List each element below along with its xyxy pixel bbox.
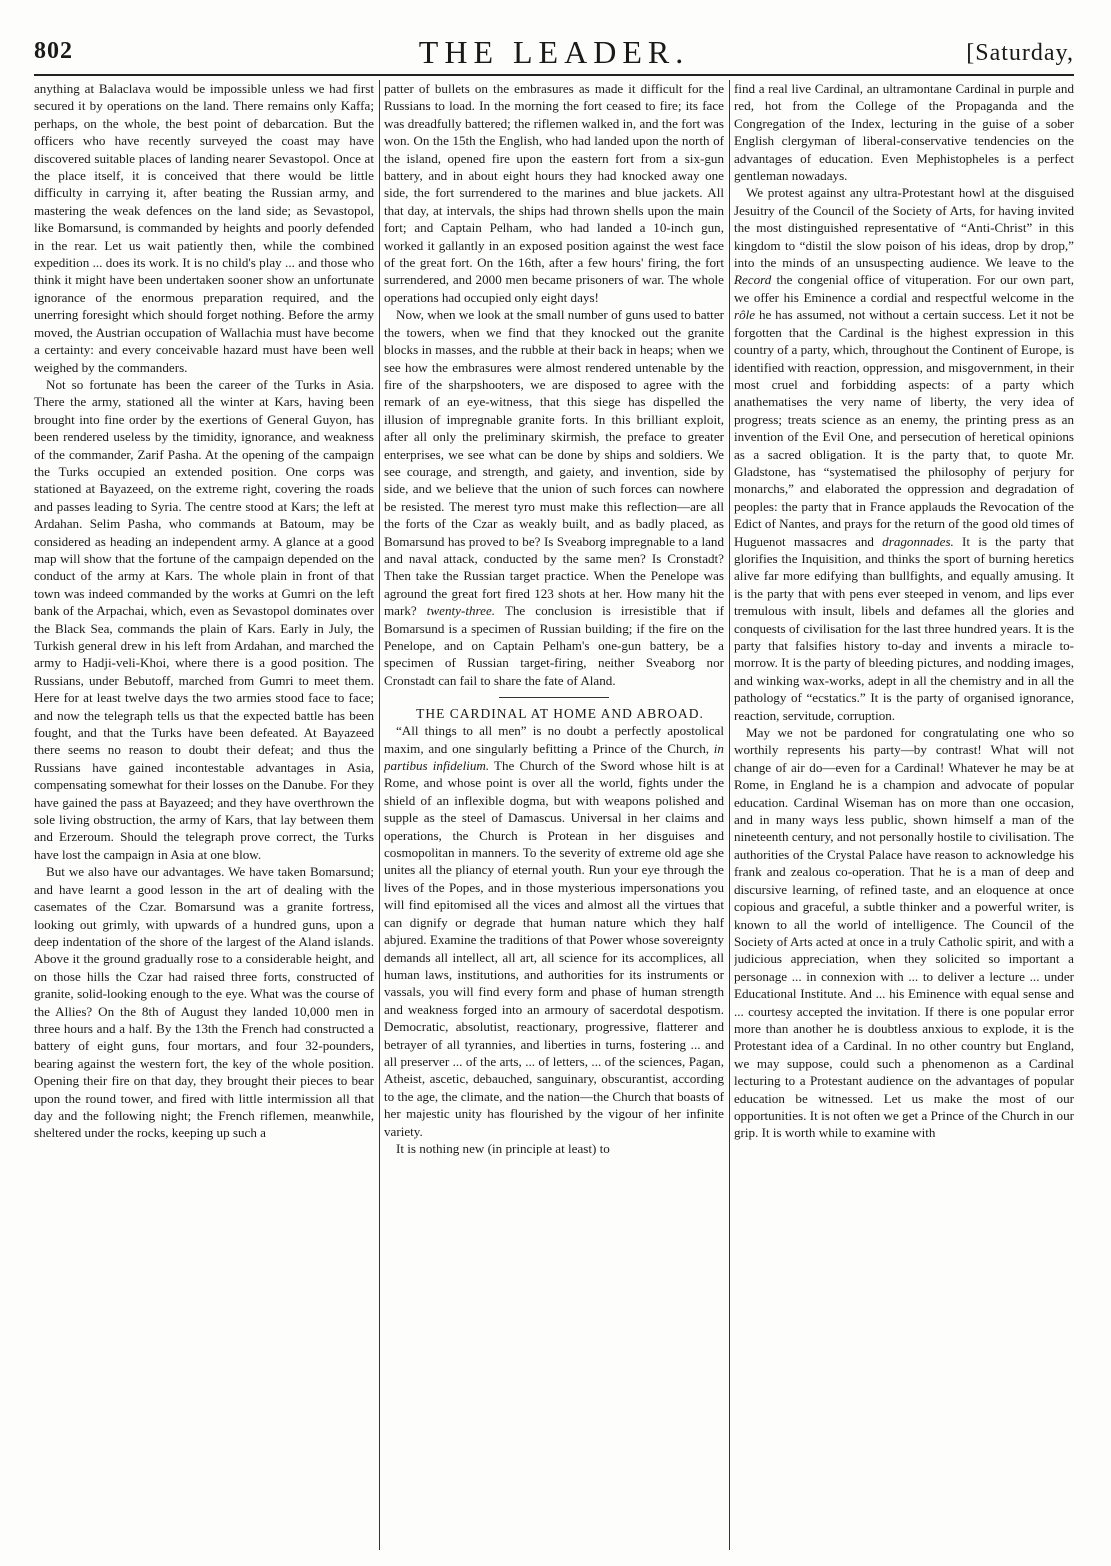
- emphasis: dragonnades.: [882, 533, 954, 549]
- column-divider: [729, 80, 730, 1550]
- paragraph: It is nothing new (in principle at least) to: [396, 1140, 610, 1156]
- text-run: he has assumed, not without a certain success. Let it not be forgotten that the Cardinal is the highest expression in this country of a party, which, throughout the Continent of Europe, is identified with reaction, oppression, and misgovernment, in their most cruel and forbidding aspects: of a party which anathematises the very name of liberty, the very idea of progress; treats science as an enemy, the printing press as an invention of the Evil One, and persecution of heretical opinions as a sacred obligation. It is the party that, to quote Mr. Gladstone, has “systematised the philosophy of perjury for monarchs,” and elaborated the oppression and degradation of peoples: the party that in France applauds the Revocation of the Edict of Nantes, and prays for the return of the good old times of Huguenot massacres and: [734, 307, 1074, 549]
- masthead-title: THE LEADER.: [418, 34, 690, 70]
- paragraph: anything at Balaclava would be impossible unless we had first secured it by operations on the land. There remains only Kaffa; perhaps, on the whole, the best point of debarcation. But the officers who have recently surveyed the coast may have discovered suitable places of landing nearer Sevastopol. Once at the place itself, it is conceived that there would be little difficulty in carrying it, after beating the Russian army, and mastering the weak defences on the land side; as Sevastopol, like Bomarsund, is commanded by heights and poorly defended in the rear. Let us wait patiently then, while the combined expedition ... does its work. It is no child's play ... and those who think it might have been undertaken sooner show an unfortunate ignorance of the enormous preparation required, and the unerring foresight which should forget nothing. Before the army moved, the Austrian occupation of Wallachia must have become a certainty: and every conceivable hazard must have been well weighed by the commanders.: [34, 81, 374, 375]
- paragraph: patter of bullets on the embrasures as made it difficult for the Russians to load. In the morning the fort ceased to fire; its face was dreadfully battered; the riflemen walked in, and the fort was won. On the 15th the English, who had landed upon the north of the island, opened fire upon the eastern fort from a six-gun battery, and in about eight hours they had knocked away one side, the fort surrendered to the marines and blue jackets. All that day, at intervals, the ships had thrown shells upon the main fort; and Captain Pelham, who had landed a 10-inch gun, worked it gallantly in an exposed position against the west face of the great fort. On the 16th, after a few hours' firing, the fort surrendered, and 2000 men became prisoners of war. The whole operations had occupied only eight days!: [384, 81, 724, 305]
- emphasis: twenty-three.: [426, 603, 496, 619]
- text-run: Now, when we look at the small number of guns used to batter the towers, when we find that they knocked out the granite blocks in masses, and the rubble at their back in heaps; when we see how the embrasures were almost rendered untenable by the fire of the sharpshooters, we are disposed to agree with the remark of an eye-witness, that this siege has dispelled the illusion of impregnable granite forts. In this brilliant exploit, after all only the preliminary skirmish, the preface to greater enterprises, we see what can be done by ships and soldiers. We see courage, and strength, and gaiety, and invention, side by side, and we believe that the union of such forces can nowhere be resisted. The merest tyro must make this reflection—are all the forts of the Czar as weakly built, and as badly placed, as Bomarsund has proved to be? Is Sveaborg impregnable to a land and naval attack, conducted by the same men? Is Cronstadt? Then take the Russian target practice. When the Penelope was aground the great fort fired 123 shots at her. How many hit the mark?: [384, 307, 724, 619]
- text-run: We protest against any ultra-Protestant howl at the disguised Jesuitry of the Council of the Society of Arts, for having invited the most distinguished representative of “Anti-Christ” in this kingdom to “distil the slow poison of his ideas, drop by drop,” into the minds of an unsuspecting audience. We leave to the: [734, 185, 1074, 271]
- page-number: 802: [34, 38, 73, 64]
- text-run: It is the party that glorifies the Inquisition, and thinks the sport of burning heretics alive far more edifying than bullfights, and equally amusing. It is the party that with pens ever steeped in venom, and lips ever tremulous with insult, libels and defames all the glories and conquests of civilisation for the last three hundred years. It is the party that falsifies history to-day and invents a miracle to-morrow. It is the party of bleeding pictures, and nodding images, and winking wax-works, adept in all the chemistry and in all the pathology of “ecstatics.” It is the party of organised ignorance, reaction, servitude, corruption.: [734, 533, 1074, 723]
- dateline: [Saturday,: [966, 40, 1074, 66]
- paragraph: [734, 184, 1074, 724]
- page-header: [34, 34, 1074, 70]
- emphasis: Record: [734, 272, 772, 288]
- paragraph: find a real live Cardinal, an ultramontane Cardinal in purple and red, hot from the College of the Propaganda and the Congregation of the Index, lecturing in the guise of a sober English clergyman of liberal-conservative tendencies on the advantages of education. Even Mephistopheles is a perfect gentleman nowadays.: [734, 81, 1074, 184]
- text-run: The Church of the Sword whose hilt is at Rome, and whose point is over all the world, fights under the shield of an inflexible dogma, but with weapons polished and supple as the steel of Damascus. Universal in her claims and operations, the Church is Protean in her disguises and cosmopolitan in manners. To the severity of extreme old age she unites all the pliancy of eternal youth. Run your eye through the lives of the Popes, and in those mysterious impersonations you will find epitomised all the vices and almost all the virtues that can dignify or degrade that human nature which they half abjured. Examine the traditions of that Power whose sovereignty demands all intellect, all art, all science for its accomplices, all human laws, institutions, and authorities for its instruments or vassals, you will find every form and phase of human strength and weakness forged into an armoury of sacerdotal despotism. Democratic, absolutist, reactionary, progressive, flatterer and betrayer of all tyrannies, and liberties in turns, fostering ... and all preserver ... of the arts, ... of letters, ... of the sciences, Pagan, Atheist, ascetic, debauched, sanguinary, obscurantist, according to the age, the climate, and the nation—the Church that boasts of her majestic unity has flourished by the vigour of her infinite variety.: [384, 758, 724, 1139]
- column-3: [734, 80, 1074, 1550]
- paragraph: Not so fortunate has been the career of the Turks in Asia. There the army, stationed all the winter at Kars, having been brought into fine order by the exertions of General Guyon, has been rendered useless by the timidity, ignorance, and weakness of the commander, Zarif Pasha. At the opening of the campaign the Turks occupied an extended position. One corps was stationed at Bayazeed, on the extreme right, covering the roads and passes leading to Syria. The centre stood at Kars; the left at Ardahan. Selim Pasha, who commands at Batoum, may be considered as heading an independent army. A glance at a good map will show that the fortune of the campaign depended on the conduct of the army at Kars. The whole plain in front of that town was indeed commanded by the works at Gumri on the left bank of the Arpachai, which, even as Sevastopol dominates over the Black Sea, commands the plain of Kars. Early in July, the Turkish general drew in his left from Ardahan, and marched the army to Hadji-veli-Khoi, where there is a good position. The Russians, under Bebutoff, marched from Gumri to meet them. Here for at least twelve days the two armies stood face to face; and now the telegraph tells us that the expected battle has been fought, and that the Turks have been defeated. At Bayazeed there seems no reason to doubt their defeat; and thus the Russians have gained incontestable advantages in Asia, compensating somewhat for their losses on the Danube. For they have gained the pass at Bayazeed; and they have overthrown the sole living obstruction, the army of Kars, that lay between them and Erzeroum. Should the telegraph prove correct, the Turks have lost the campaign in Asia at one blow.: [34, 376, 374, 862]
- section-divider: [499, 697, 609, 698]
- paragraph: But we also have our advantages. We have taken Bomarsund; and have learnt a good lesson in the art of dealing with the casemates of the Czar. Bomarsund was a granite fortress, looking out grimly, with upwards of a hundred guns, upon a deep indentation of the shore of the largest of the Aland islands. Above it the ground gradually rose to a considerable height, and on those hills the Czar had raised three forts, constructed of granite, solid-looking enough to the eye. What was the course of the Allies? On the 8th of August they landed 10,000 men in three hours and a half. By the 13th the French had constructed a battery of eight guns, four mortars, and four 32-pounders, bearing against the western fort, the key of the whole position. Opening their fire on that day, they brought their pieces to bear upon the round tower, and fired with little intermission all that day and the following night; the French riflemen, meanwhile, sheltered under the rocks, keeping up such a: [34, 864, 374, 1141]
- column-2: [384, 80, 724, 1550]
- header-rule: [34, 74, 1074, 76]
- emphasis: rôle: [734, 307, 756, 323]
- column-1: [34, 80, 374, 1550]
- emphasis: in partibus infidelium.: [384, 740, 724, 774]
- column-divider: [379, 80, 380, 1550]
- paragraph: May we not be pardoned for congratulating one who so worthily represents his party—by contrast! What will not change of air do—even for a Cardinal! Whatever he may be at Rome, in England he is a champion and advocate of popular education. Cardinal Wiseman has on more than one occasion, and in many ways less public, shown himself a man of the nineteenth century, and not personally hostile to civilisation. The authorities of the Crystal Palace have reason to acknowledge his frank and zealous co-operation. That he is a man of deep and discursive learning, of refined taste, and an eloquence at once copious and graceful, a subtle thinker and a powerful writer, is known to all the world of intelligence. The Council of the Society of Arts acted at once in a truly Catholic spirit, and with a judicious appreciation, when they solicited so important a personage ... in connexion with ... to deliver a lecture ... under Educational Institute. And ... his Eminence with equal sense and ... courtesy accepted the invitation. If there is one popular error more than another he is doubtless anxious to explode, it is the Protestant idea of a Cardinal. In no other country but England, we may suppose, could such a phenomenon as a Cardinal lecturing to a Protestant audience on the advantages of popular education be witnessed. Let us make the most of our opportunities. It is not often we get a Prince of the Church in our grip. It is worth while to examine with: [734, 725, 1074, 1141]
- article-columns: [34, 80, 1074, 1550]
- paragraph: [384, 722, 724, 1140]
- text-run: the congenial office of vituperation. For our own part, we offer his Eminence a cordial and respectful welcome in the: [734, 272, 1074, 305]
- text-run: The conclusion is irresistible that if Bomarsund is a specimen of Russian building; if the fire on the Penelope, and on Captain Pelham's one-gun battery, be a specimen of Russian target-firing, neither Sveaborg nor Cronstadt can fail to share the fate of Aland.: [384, 603, 724, 688]
- paragraph: [384, 306, 724, 689]
- text-run: “All things to all men” is no doubt a perfectly apostolical maxim, and one singularly befitting a Prince of the Church,: [384, 723, 724, 756]
- section-heading: THE CARDINAL AT HOME AND ABROAD.: [416, 706, 704, 722]
